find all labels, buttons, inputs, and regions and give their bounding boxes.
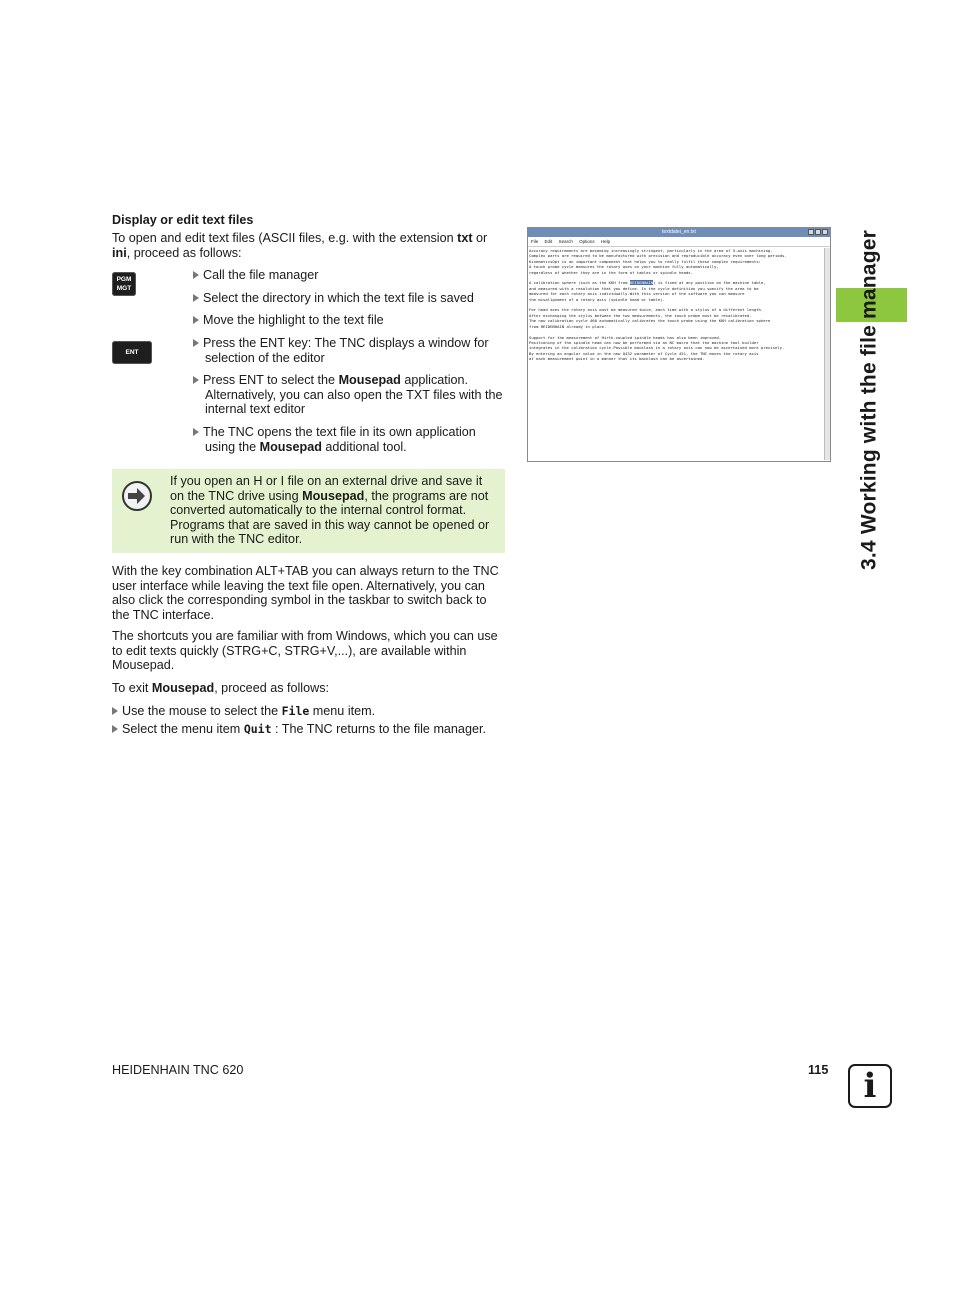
menu-search: Search — [558, 239, 573, 244]
intro-bold-ini: ini — [112, 245, 127, 260]
note-line: run with the TNC editor. — [170, 532, 303, 547]
mousepad-window-screenshot — [527, 227, 831, 462]
triangle-bullet-icon — [112, 725, 118, 733]
step-item — [193, 291, 508, 306]
maximize-icon — [815, 229, 821, 235]
triangle-bullet-icon — [193, 339, 199, 347]
triangle-bullet-icon — [193, 316, 199, 324]
pgm-mgt-key-icon — [112, 272, 136, 296]
chapter-title-text: 3.4 Working with the file manager — [857, 230, 881, 570]
code-file: File — [281, 704, 310, 718]
step-text: internal text editor — [205, 402, 306, 417]
step-text: Press ENT to select the — [203, 373, 339, 387]
menu-edit: Edit — [544, 239, 553, 244]
highlighted-word: HEIDENHAIN — [629, 280, 654, 286]
info-glyph: i — [863, 1066, 877, 1106]
menu-help: Help — [600, 239, 611, 244]
section-heading: Display or edit text files — [112, 213, 254, 227]
window-scrollbar — [824, 248, 830, 460]
triangle-bullet-icon — [193, 428, 199, 436]
menu-file: File — [531, 239, 539, 244]
window-menubar — [528, 238, 830, 247]
code-quit: Quit — [243, 722, 272, 736]
step-text: Call the file manager — [203, 268, 319, 282]
note-box — [112, 469, 505, 553]
intro-bold-txt: txt — [457, 231, 473, 245]
footer-product: HEIDENHAIN TNC 620 — [112, 1063, 244, 1077]
window-title: textdatei_en.txt — [662, 229, 696, 235]
step-bold: Mousepad — [259, 439, 322, 454]
step-text: additional tool. — [321, 439, 407, 454]
exit-step-item: Use the mouse to select the File menu item. — [112, 704, 512, 719]
step-item — [193, 268, 508, 283]
note-line: Programs that are saved in this way cannot be opened or — [170, 517, 490, 532]
step-text: selection of the editor — [205, 350, 325, 365]
step-text: Press the ENT key: The TNC displays a window for — [203, 336, 489, 350]
intro-text: or — [472, 231, 488, 245]
paragraph-shortcuts: The shortcuts you are familiar with from Windows, which you can use to edit texts quickly (STRG+C, STRG+V,...), are available within Mousepad. — [112, 629, 498, 673]
minimize-icon — [808, 229, 814, 235]
intro-text: , proceed as follows: — [126, 245, 242, 260]
intro-text: To open and edit text files (ASCII files, e.g. with the extension — [112, 231, 458, 245]
step-text: The TNC opens the text file in its own application — [203, 425, 476, 439]
ent-key-icon — [112, 341, 152, 364]
note-line: If you open an H or I file on an external drive and save it — [170, 474, 483, 488]
note-line: on the TNC drive using Mousepad, the programs are not — [170, 488, 489, 503]
step-item — [193, 373, 508, 417]
step-item — [193, 313, 508, 328]
step-text: Alternatively, you can also open the TXT files with the — [205, 387, 503, 402]
close-icon — [822, 229, 828, 235]
paragraph-alt-tab: With the key combination ALT+TAB you can always return to the TNC user interface while leaving the text file open. Alternatively, you can also click the corresponding symbol in the taskbar to switch back to the TNC interface. — [112, 564, 499, 622]
key-label: ENT — [125, 349, 139, 356]
menu-options: Options — [579, 239, 595, 244]
key-label: MGT — [116, 285, 132, 292]
step-bold: Mousepad — [338, 373, 401, 387]
step-item — [193, 425, 508, 454]
intro-paragraph — [112, 231, 507, 260]
triangle-bullet-icon — [112, 707, 118, 715]
window-titlebar — [528, 228, 830, 237]
triangle-bullet-icon — [193, 271, 199, 279]
step-text: application. — [400, 373, 469, 387]
arrow-right-icon — [122, 481, 152, 511]
page-number: 115 — [808, 1063, 829, 1077]
note-line: converted automatically to the internal control format. — [170, 503, 467, 518]
info-icon — [848, 1064, 892, 1108]
triangle-bullet-icon — [193, 376, 199, 384]
step-item — [193, 336, 508, 365]
step-text: using the — [205, 439, 260, 454]
key-label: PGM — [116, 276, 132, 283]
step-text: Select the directory in which the text file is saved — [203, 291, 474, 305]
step-text: Move the highlight to the text file — [203, 313, 384, 327]
paragraph-exit: To exit Mousepad, proceed as follows: — [112, 681, 329, 695]
triangle-bullet-icon — [193, 294, 199, 302]
window-text-area: Accuracy requirements are becoming increasingly stringent, particularly in the area of 5-axis machining. Complex parts are required to be manufactured with precision and reproducible accuracy even over long periods. KinematicsOpt is an important component that helps you to really fulfil these complex requirements: A touch probe cycle measures the rotary axes on your machine fully automatically, regardless of whether they are in the form of tables or spindle heads. A calibration sphere (such as the KKH from HEIDENHAIN) is fixed at any position on the machine table, and measured with a resolution that you define. In the cycle definition you specify the area to be measured for each rotary axis individually.With this version of the software you can measure the misalignment of a rotary axis (spindle head or table). For head axes the rotary axis must be measured twice, each time with a stylus of a different length. After exchanging the stylus between the two measurements, the touch probe must be recalibrated. The new calibration cycle 460 automatically calibrates the touch probe using the KKH calibration sphere from HEIDENHAIN already in place. Support for the measurement of Hirth-coupled spindle heads has also been improved. Positioning of the spindle head can now be performed via an NC macro that the machine tool builder integrates in the calibration cycle.Possible backlash in a rotary axis can now be ascertained more precisely. By entering an angular value in the new Q432 parameter of Cycle 451, the TNC moves the rotary axis at each measurement point in a manner that its backlash can be ascertained. — [529, 248, 787, 362]
exit-step-item: Select the menu item Quit : The TNC returns to the file manager. — [112, 722, 512, 737]
note-text — [170, 474, 500, 547]
